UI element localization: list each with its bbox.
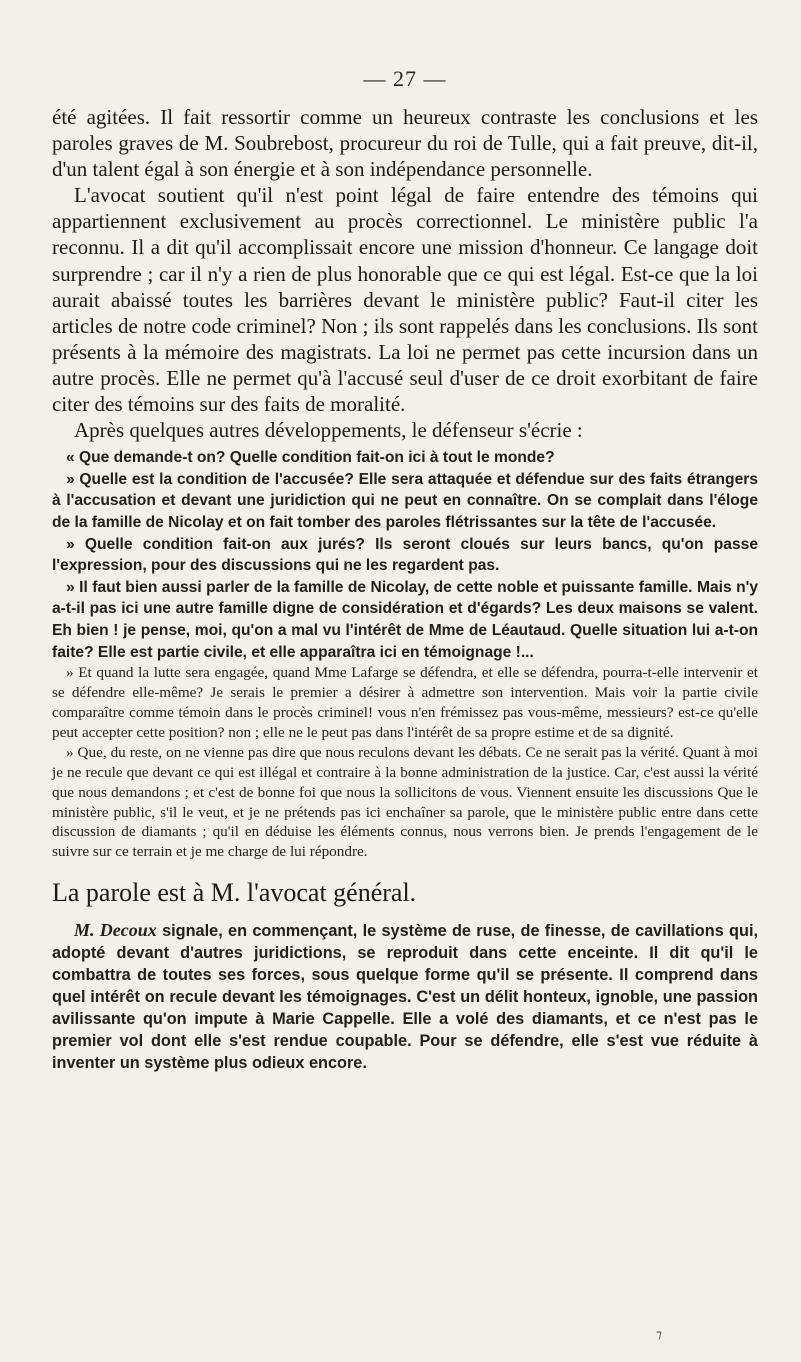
argument-paragraph: L'avocat soutient qu'il n'est point légal de faire entendre des témoins qui appartiennent exclusivement au procès correctionnel. Le ministère public l'a reconnu. Il a dit qu'il accomplissait encore une mission d'honneur. Ce langage doit surprendre ; car il n'y a rien de plus honorable que ce qui est légal. Est-ce que la loi aurait abaissé toutes les barrières devant le ministère public? Faut-il citer les articles de notre code criminel? Non ; ils sont rappelés dans les conclusions. Ils sont présents à la mémoire des magistrats. La loi ne permet pas cette incursion dans un autre procès. Elle ne permet qu'à l'accusé seul d'user de ce droit exorbitant de faire citer des témoins sur des faits de moralité. [52,183,758,417]
prosecutor-report [52,920,758,1074]
page-number: — 27 — [363,66,447,91]
section-heading: La parole est à M. l'avocat général. [52,878,417,908]
opening-paragraph: été agitées. Il fait ressortir comme un heureux contraste les conclusions et les paroles graves de M. Soubrebost, procureur du roi de Tulle, qui a fait preuve, dit-il, d'un talent égal à son énergie et à son indépendance personnelle. [52,105,758,182]
defense-speech [52,447,758,862]
speech-paragraph: » Et quand la lutte sera engagée, quand Mme Lafarge se défendra, et elle se défendra, pourra-t-elle intervenir et se défendre elle-même? Je serais le premier a désirer à admettre son intervention. Mais voir la partie civile comparaître comme témoin dans le procès criminel! vous n'en frémissez pas vous-même, messieurs? est-ce qu'elle peut accepter cette position? non ; elle ne le peut pas dans l'intérêt de sa propre estime et de sa dignité. [52,664,758,741]
report-text: signale, en commençant, le système de ruse, de finesse, de cavillations qui, adopté devant d'autres juridictions, se reproduit dans cette enceinte. Il dit qu'il le combattra de toutes ses forces, sous quelque forme qu'il se présente. Il comprend dans quel intérêt on recule devant les témoignages. C'est un délit honteux, ignoble, une passion avilissante qu'on impute à Marie Cappelle. Elle a volé des diamants, et ce n'est pas le premier vol dont elle s'est rendue coupable. Pour se défendre, elle s'est vue réduite à inventer un système plus odieux encore. [52,922,758,1072]
speaker-name: M. Decoux [74,920,157,941]
stray-mark: ⁊ [656,1327,662,1341]
transition-paragraph: Après quelques autres développements, le défenseur s'écrie : [74,418,583,443]
speech-paragraph: « Que demande-t on? Quelle condition fait-on ici à tout le monde? [66,449,555,467]
document-page [52,66,758,1075]
speech-paragraph: » Quelle condition fait-on aux jurés? Ils seront cloués sur leurs bancs, qu'on passe l'expression, pour des discussions qui ne les regardent pas. [52,535,758,575]
speech-paragraph: » Que, du reste, on ne vienne pas dire que nous reculons devant les débats. Ce ne serait pas la vérité. Quant à moi je ne recule que devant ce qui est illégal et contraire à la bonne administration de la justice. Car, c'est aussi la vérité que nous demandons ; et c'est de bonne foi que nous la sollicitons de vous. Viennent ensuite les discussions Que le ministère public, s'il le veut, et je ne prétends pas ici enchaîner sa parole, que le ministère public entre dans cette discussion de diamants ; qu'il en déduise les éléments connus, nous verrons bien. Je prends l'engagement de le suivre sur ce terrain et je me charge de lui répondre. [52,743,758,861]
speech-paragraph: » Il faut bien aussi parler de la famille de Nicolay, de cette noble et puissante famille. Mais n'y a-t-il pas ici une autre famille digne de considération et d'égards? Les deux maisons se valent. Eh bien ! je pense, moi, qu'on a mal vu l'intérêt de Mme de Léautaud. Quelle situation lui a-t-on faite? Elle est partie civile, et elle apparaîtra ici en témoignage !... [52,578,758,661]
speech-paragraph: » Quelle est la condition de l'accusée? Elle sera attaquée et défendue sur des faits étrangers à l'accusation et devant une juridiction qui ne peut en connaître. On se complait dans l'éloge de la famille de Nicolay et on fait tomber des paroles flétrissantes sur la tête de l'accusée. [52,470,758,531]
